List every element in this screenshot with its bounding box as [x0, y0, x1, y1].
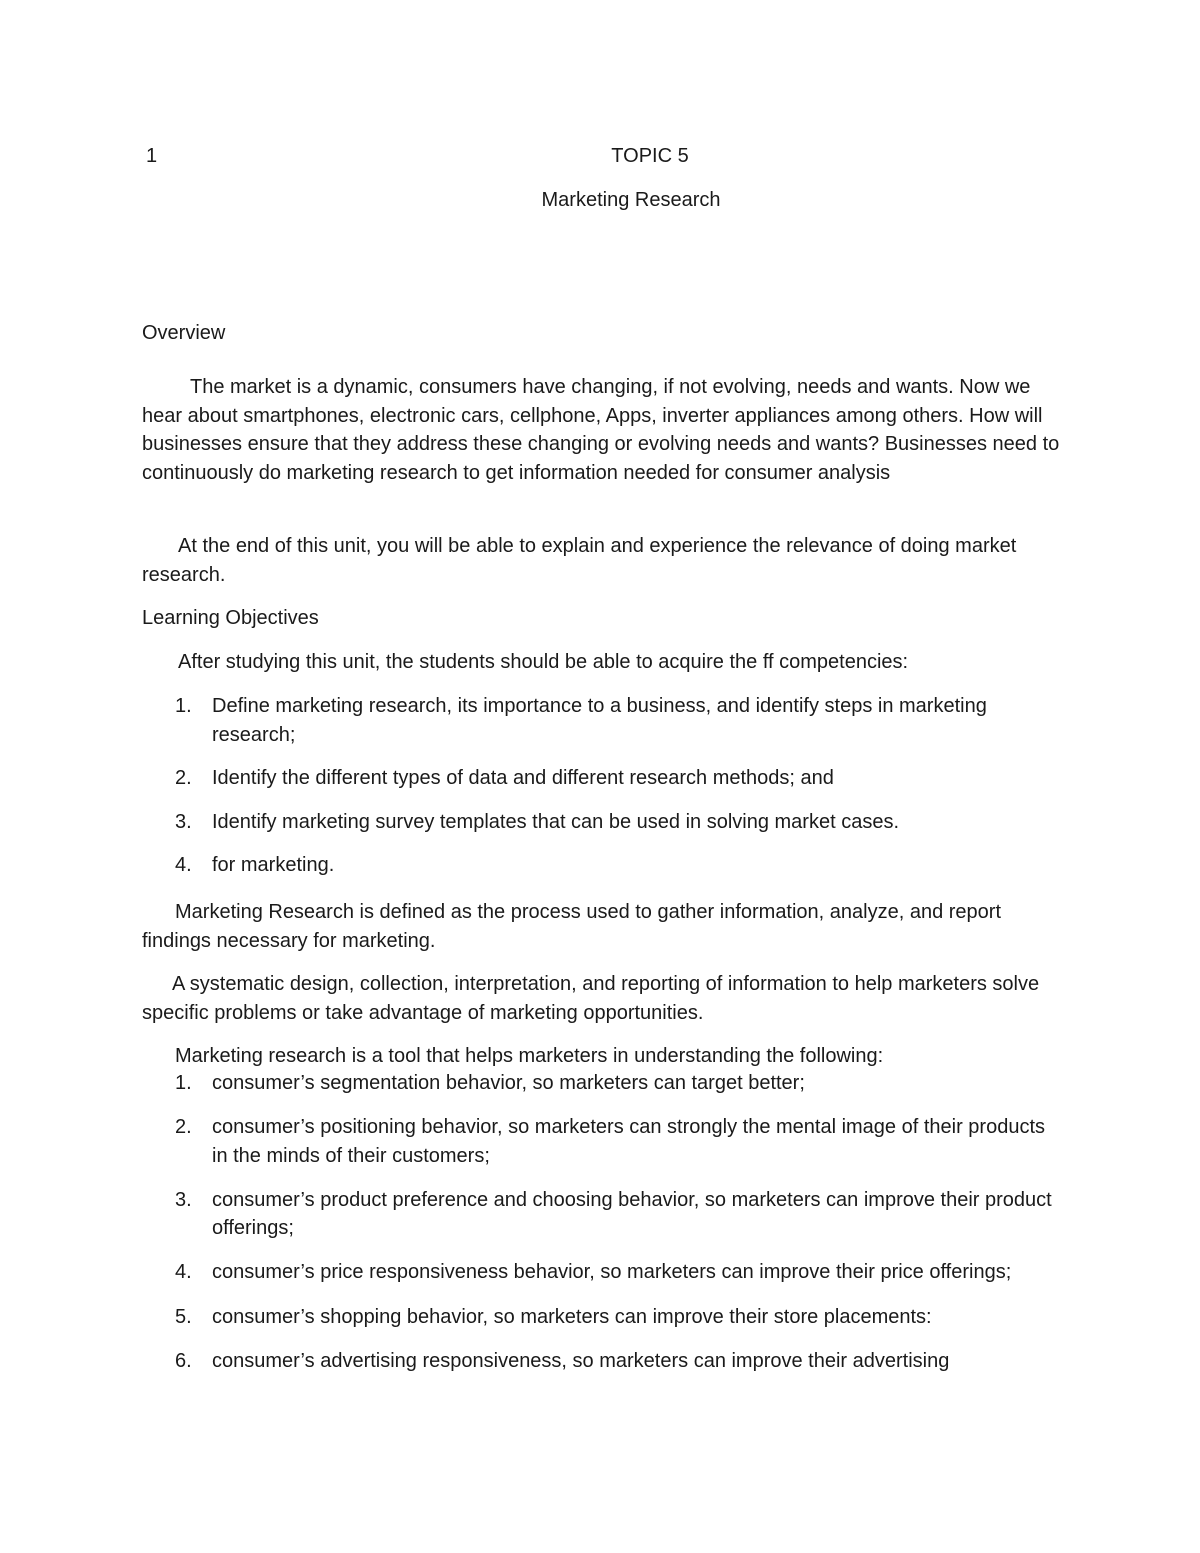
- list-item: [142, 1069, 1062, 1098]
- list-item-number: 3.: [175, 1188, 192, 1211]
- list-item-number: 2.: [175, 767, 192, 790]
- list-item-text: Identify the different types of data and different research methods; and: [212, 767, 834, 790]
- list-item: [142, 808, 1062, 837]
- overview-heading: Overview: [142, 322, 226, 344]
- list-item: [142, 851, 1062, 880]
- learning-objectives-list: [142, 692, 1062, 895]
- list-item-text: consumer’s positioning behavior, so marketers can strongly the mental image of their products in the minds of their customers;: [212, 1116, 1046, 1167]
- learning-objectives-heading: Learning Objectives: [142, 607, 319, 629]
- list-item: [142, 1347, 1062, 1376]
- learning-objectives-intro: After studying this unit, the students should be able to acquire the ff competencies:: [178, 651, 909, 673]
- list-item: [142, 1303, 1062, 1332]
- overview-paragraph-2: At the end of this unit, you will be able to explain and experience the relevance of doing market research.: [142, 535, 1017, 586]
- definition-paragraph-1: Marketing Research is defined as the process used to gather information, analyze, and report findings necessary for marketing.: [142, 901, 1002, 952]
- list-item-text: Define marketing research, its importance to a business, and identify steps in marketing research;: [212, 695, 987, 746]
- page-number: 1: [146, 145, 158, 167]
- definition-paragraph-2: A systematic design, collection, interpretation, and reporting of information to help marketers solve specific problems or take advantage of marketing opportunities.: [142, 973, 1040, 1024]
- list-item: [142, 692, 1062, 749]
- list-item-number: 4.: [175, 1261, 192, 1284]
- list-item: [142, 1186, 1062, 1243]
- list-item-text: consumer’s shopping behavior, so marketers can improve their store placements:: [212, 1305, 932, 1328]
- list-item-text: Identify marketing survey templates that can be used in solving market cases.: [212, 810, 900, 833]
- list-item-number: 4.: [175, 854, 192, 877]
- list-item: [142, 764, 1062, 793]
- list-item-text: consumer’s advertising responsiveness, so marketers can improve their advertising: [212, 1349, 950, 1372]
- list-item-number: 3.: [175, 810, 192, 833]
- list-item-number: 1.: [175, 1072, 192, 1094]
- overview-paragraph-1: The market is a dynamic, consumers have changing, if not evolving, needs and wants. Now we hear about smartphones, electronic cars, cellphone, Apps, inverter appliances among others. How will businesses ensure that they address these changing or evolving needs and wants? Businesses need to continuously do marketing research to get information needed for consumer analysis: [142, 376, 1060, 484]
- list-item-number: 6.: [175, 1349, 192, 1372]
- list-item-number: 5.: [175, 1305, 192, 1328]
- list-item-text: for marketing.: [212, 854, 335, 877]
- list-item-text: consumer’s product preference and choosing behavior, so marketers can improve their product offerings;: [212, 1188, 1052, 1240]
- tool-intro: Marketing research is a tool that helps marketers in understanding the following:: [175, 1045, 884, 1067]
- topic-label: TOPIC 5: [611, 145, 689, 167]
- list-item-text: consumer’s price responsiveness behavior, so marketers can improve their price offerings;: [212, 1261, 1012, 1284]
- document-title: Marketing Research: [541, 189, 721, 211]
- list-item-number: 2.: [175, 1116, 192, 1139]
- consumer-behavior-list: [142, 1069, 1062, 1391]
- list-item: [142, 1258, 1062, 1287]
- list-item: [142, 1113, 1062, 1170]
- list-item-text: consumer’s segmentation behavior, so marketers can target better;: [212, 1072, 805, 1094]
- list-item-number: 1.: [175, 695, 192, 717]
